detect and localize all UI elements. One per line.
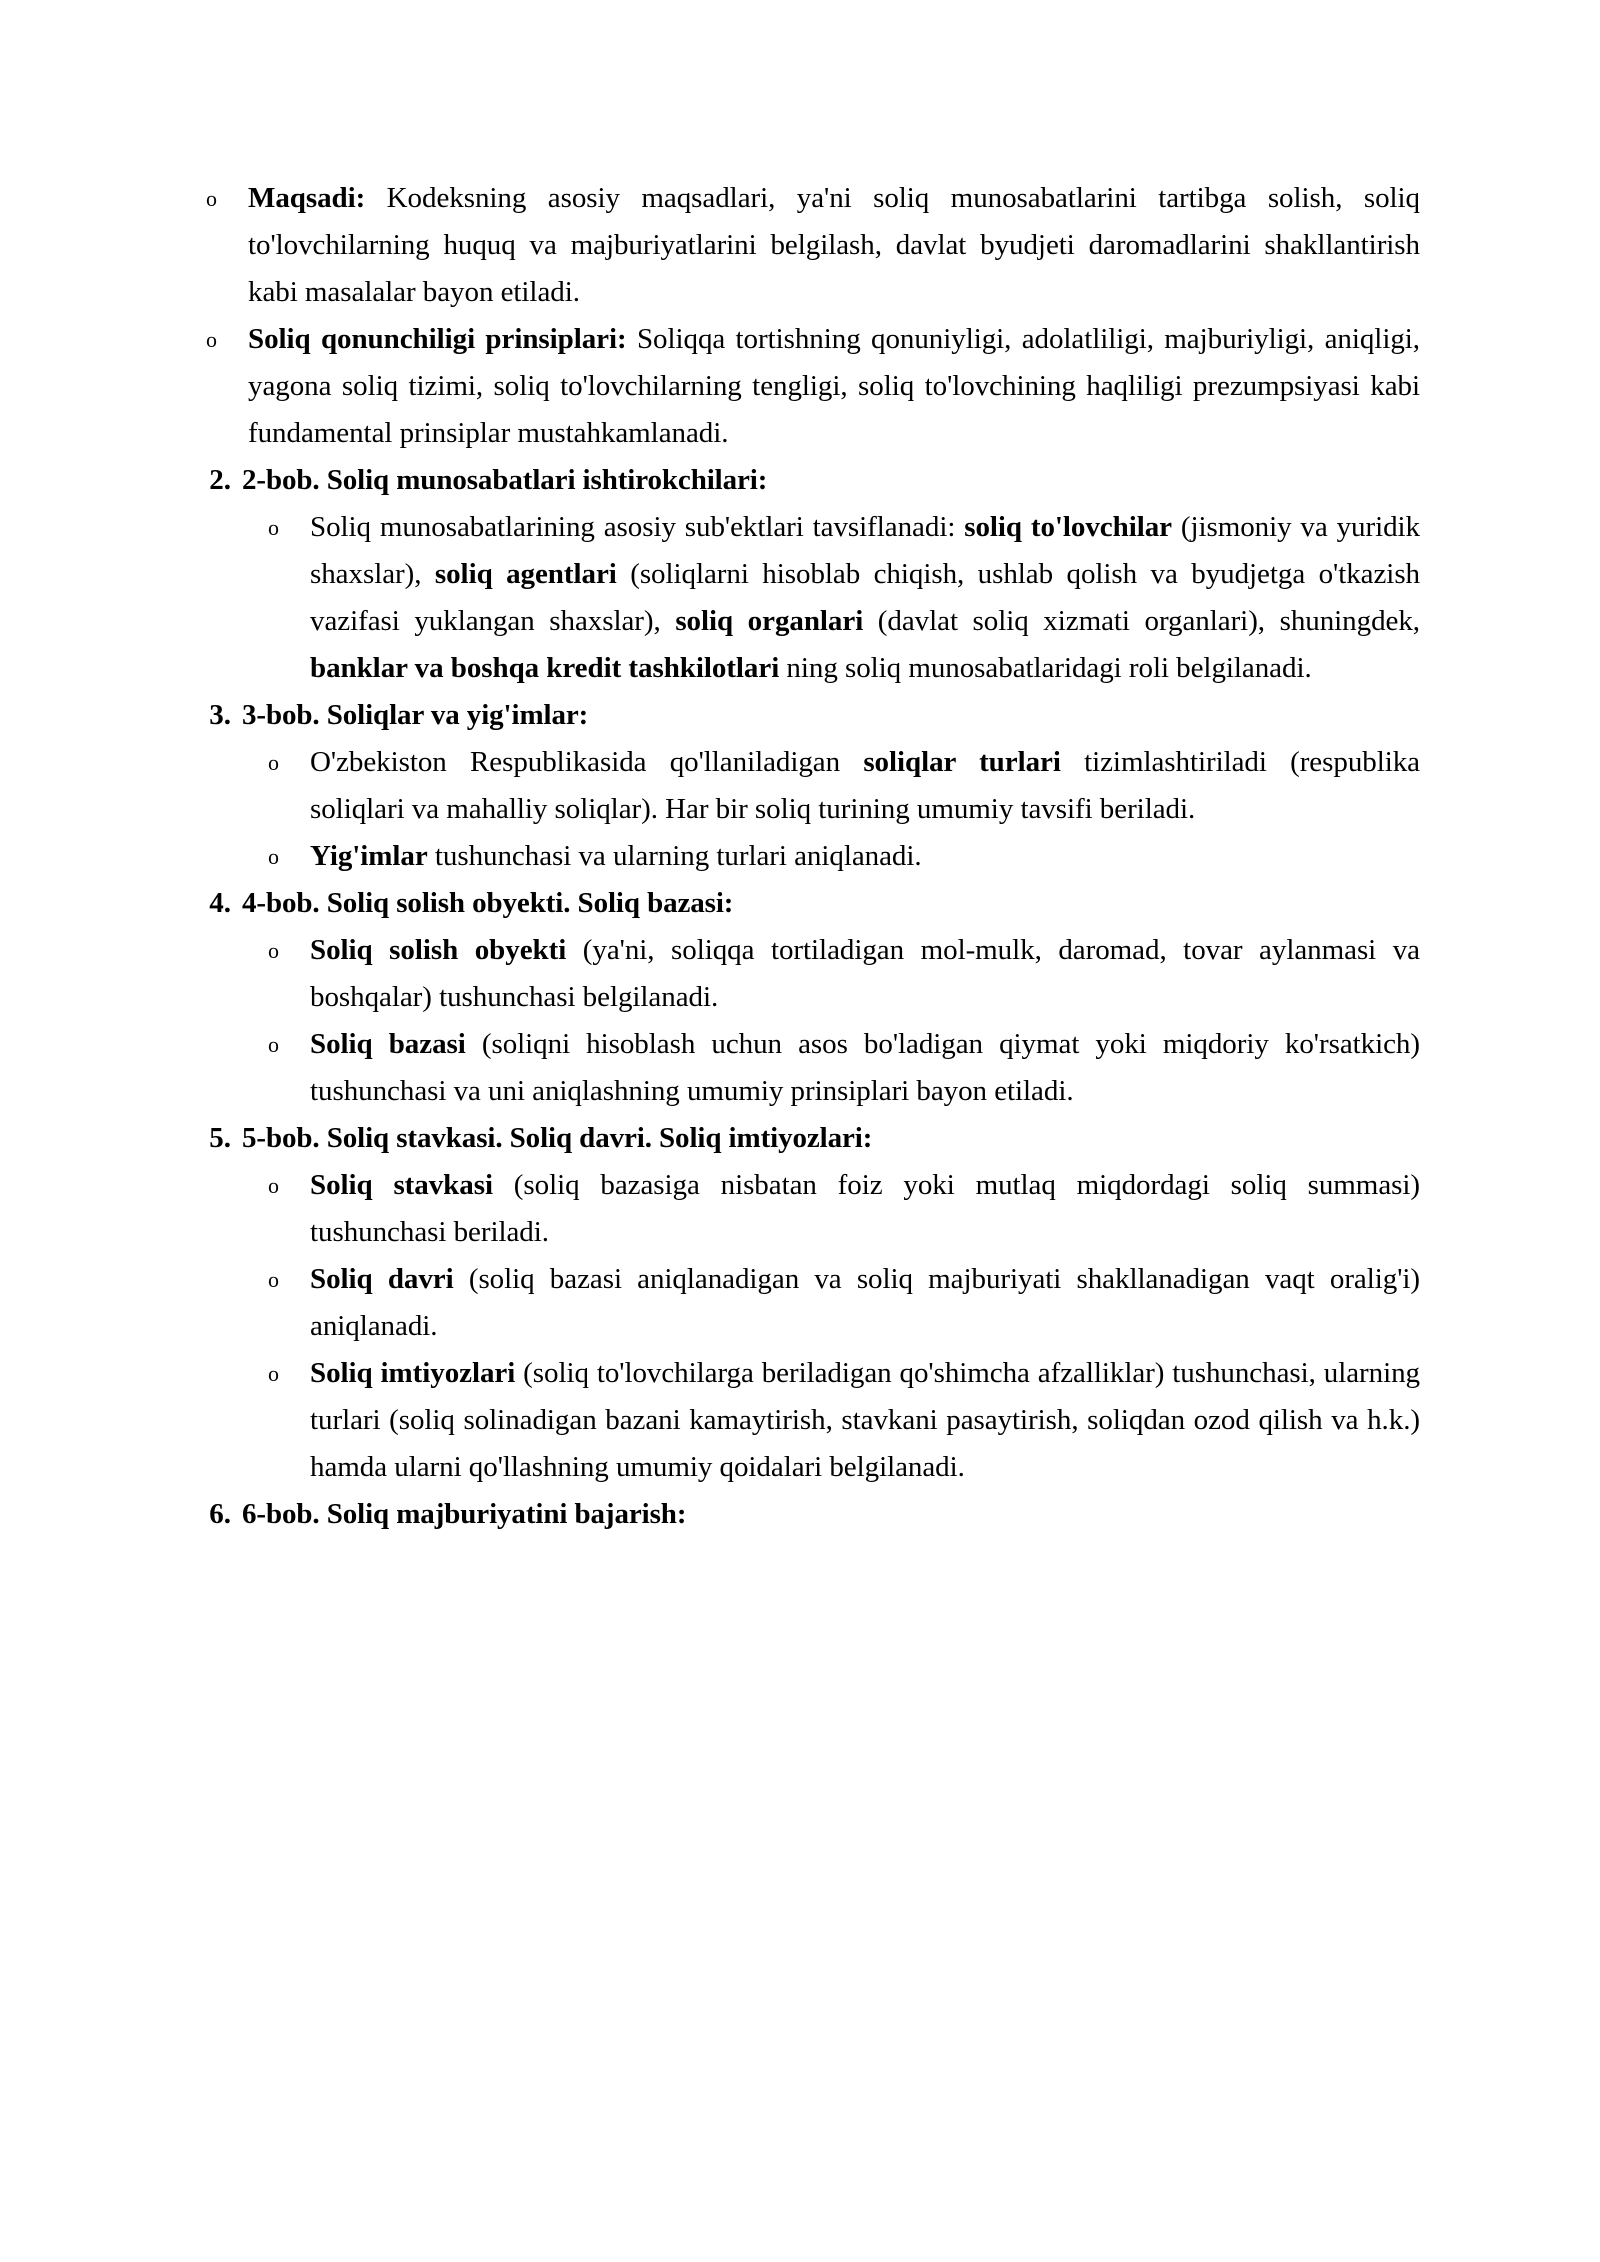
- emphasized-term: Soliq imtiyozlari: [310, 1357, 516, 1389]
- chapter-item: [180, 457, 1420, 692]
- chapter-item: [180, 880, 1420, 1115]
- body-text: Soliqqa tortishning qonuniyligi, adolatliligi, majburiyligi, aniqligi, yagona soliq tizimi, soliq to'lovchilarning tengligi, soliq to'lovchining haqliligi prezumpsiyasi kabi fundamental prinsiplar mustahkamlanadi.: [248, 323, 1420, 449]
- chapter-point-text: [310, 1256, 1420, 1350]
- chapter-item: [180, 1115, 1420, 1491]
- body-text: Soliq munosabatlarining asosiy sub'ektlari tavsiflanadi:: [310, 511, 965, 543]
- chapter-point: [180, 316, 1420, 457]
- chapter-point-text: [310, 739, 1420, 833]
- chapter-point: [242, 1021, 1420, 1115]
- chapter-title: 2-bob. Soliq munosabatlari ishtirokchilari:: [242, 464, 768, 496]
- chapter-point-text: [310, 927, 1420, 1021]
- chapter-point-list: [242, 1162, 1420, 1491]
- emphasized-term: soliq agentlari: [434, 558, 617, 590]
- chapter-item: [180, 692, 1420, 880]
- emphasized-term: soliq organlari: [675, 605, 864, 637]
- chapter-point-text: [248, 316, 1420, 457]
- emphasized-term: soliq to'lovchilar: [964, 511, 1172, 543]
- chapter-point: [242, 833, 1420, 880]
- chapter-point-list: [242, 739, 1420, 880]
- emphasized-term: Soliq bazasi: [310, 1028, 466, 1060]
- circle-bullet-icon: o: [268, 1173, 279, 1198]
- emphasized-term: Soliq qonunchiligi prinsiplari:: [248, 323, 627, 355]
- body-text: tushunchasi va ularning turlari aniqlanadi.: [427, 840, 922, 872]
- circle-bullet-icon: o: [268, 938, 279, 963]
- chapter-point: [242, 1256, 1420, 1350]
- circle-bullet-icon: o: [268, 1267, 279, 1292]
- circle-bullet-icon: o: [268, 1032, 279, 1057]
- circle-bullet-icon: o: [268, 515, 279, 540]
- circle-bullet-icon: o: [206, 327, 217, 352]
- chapter-title: 3-bob. Soliqlar va yig'imlar:: [242, 699, 589, 731]
- chapter-point: [242, 1162, 1420, 1256]
- chapter-list: [180, 175, 1420, 1538]
- emphasized-term: Soliq solish obyekti: [310, 934, 567, 966]
- circle-bullet-icon: o: [268, 750, 279, 775]
- body-text: (soliqni hisoblash uchun asos bo'ladigan qiymat yoki miqdoriy ko'rsatkich) tushunchasi va uni aniqlashning umumiy prinsiplari bayon etiladi.: [310, 1028, 1420, 1107]
- chapter-number: 2.: [209, 464, 231, 496]
- body-text: O'zbekiston Respublikasida qo'llaniladigan: [310, 746, 864, 778]
- chapter-item: [180, 1491, 1420, 1538]
- chapter-point: [242, 739, 1420, 833]
- chapter-title: 4-bob. Soliq solish obyekti. Soliq bazasi:: [242, 887, 734, 919]
- chapter-point-list: [180, 175, 1420, 457]
- body-text: Kodeksning asosiy maqsadlari, ya'ni soliq munosabatlarini tartibga solish, soliq to'lovchilarning huquq va majburiyatlarini belgilash, davlat byudjeti daromadlarini shakllantirish kabi masalalar bayon etiladi.: [248, 182, 1420, 308]
- chapter-number: 6.: [209, 1498, 231, 1530]
- chapter-point-text: [310, 1350, 1420, 1491]
- body-text: (soliq to'lovchilarga beriladigan qo'shimcha afzalliklar) tushunchasi, ularning turlari (soliq solinadigan bazani kamaytirish, stavkani pasaytirish, soliqdan ozod qilish va h.k.) hamda ularni qo'llashning umumiy qoidalari belgilanadi.: [310, 1357, 1420, 1483]
- emphasized-term: banklar va boshqa kredit tashkilotlari: [310, 652, 780, 684]
- chapter-number: 5.: [209, 1122, 231, 1154]
- chapter-point-text: [310, 504, 1420, 692]
- chapter-point-list: [242, 927, 1420, 1115]
- body-text: (soliqlarni hisoblab chiqish, ushlab qolish va byudjetga o'tkazish vazifasi yuklangan shaxslar),: [310, 558, 1420, 637]
- body-text: (ya'ni, soliqqa tortiladigan mol-mulk, daromad, tovar aylanmasi va boshqalar) tushunchasi belgilanadi.: [310, 934, 1420, 1013]
- body-text: (jismoniy va yuridik shaxslar),: [310, 511, 1420, 590]
- chapter-number: 4.: [209, 887, 231, 919]
- body-text: (soliq bazasi aniqlanadigan va soliq majburiyati shakllanadigan vaqt oralig'i) aniqlanadi.: [310, 1263, 1420, 1342]
- body-text: (soliq bazasiga nisbatan foiz yoki mutlaq miqdordagi soliq summasi) tushunchasi beriladi.: [310, 1169, 1420, 1248]
- chapter-title: 5-bob. Soliq stavkasi. Soliq davri. Soliq imtiyozlari:: [242, 1122, 873, 1154]
- chapter-point-text: [248, 175, 1420, 316]
- emphasized-term: soliqlar turlari: [863, 746, 1061, 778]
- body-text: ning soliq munosabatlaridagi roli belgilanadi.: [779, 652, 1312, 684]
- chapter-point: [242, 927, 1420, 1021]
- emphasized-term: Yig'imlar: [310, 840, 428, 872]
- circle-bullet-icon: o: [268, 1361, 279, 1386]
- chapter-point-text: [310, 1021, 1420, 1115]
- chapter-title: 6-bob. Soliq majburiyatini bajarish:: [242, 1498, 687, 1530]
- chapter-point-list: [242, 504, 1420, 692]
- body-text: tizimlashtiriladi (respublika soliqlari va mahalliy soliqlar). Har bir soliq turining umumiy tavsifi beriladi.: [310, 746, 1421, 825]
- chapter-number: 3.: [209, 699, 231, 731]
- emphasized-term: Soliq davri: [310, 1263, 454, 1295]
- chapter-point-text: [310, 833, 1420, 880]
- emphasized-term: Soliq stavkasi: [310, 1169, 493, 1201]
- chapter-point: [180, 175, 1420, 316]
- emphasized-term: Maqsadi:: [248, 182, 366, 214]
- chapter-point: [242, 504, 1420, 692]
- circle-bullet-icon: o: [268, 844, 279, 869]
- chapter-point: [242, 1350, 1420, 1491]
- chapter-point-text: [310, 1162, 1420, 1256]
- body-text: (davlat soliq xizmati organlari), shuningdek,: [863, 605, 1420, 637]
- circle-bullet-icon: o: [206, 186, 217, 211]
- document-body: [180, 175, 1420, 1538]
- chapter-item: [180, 175, 1420, 457]
